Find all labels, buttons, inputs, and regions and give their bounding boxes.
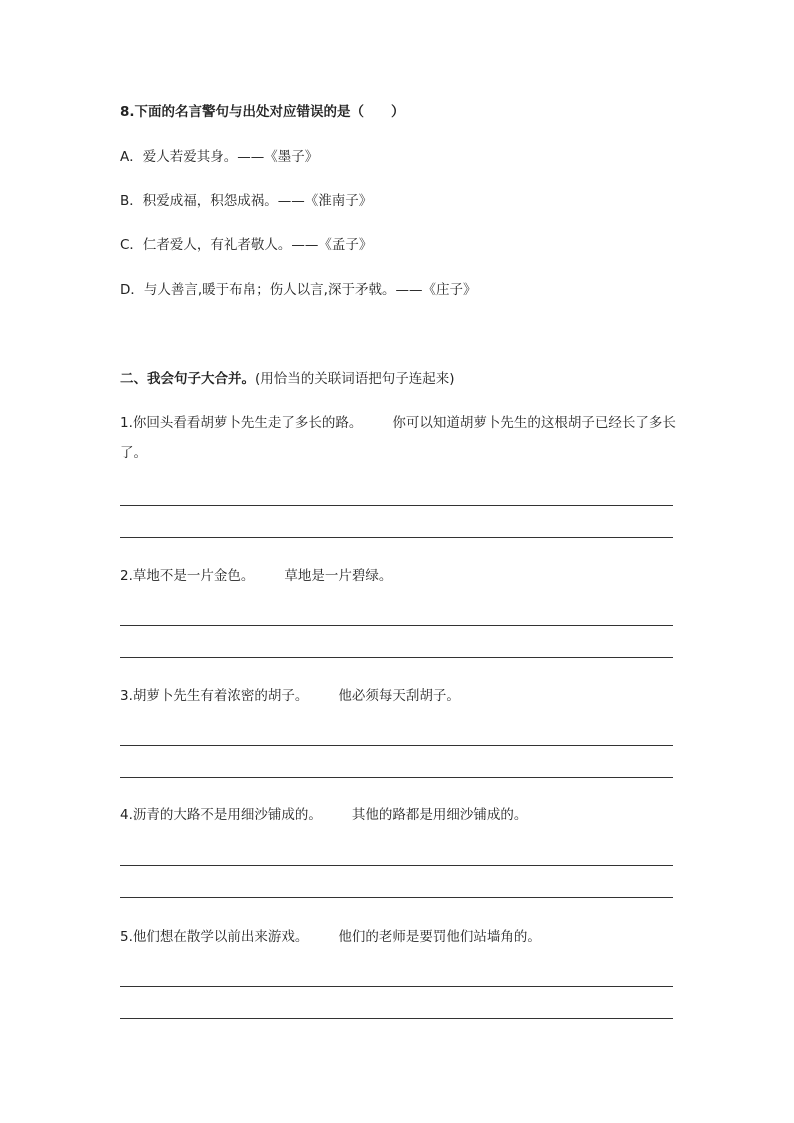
sentence-1a: 1.你回头看看胡萝卜先生走了多长的路。: [120, 415, 363, 431]
section-2-title: 二、我会句子大合并。: [120, 371, 255, 387]
option-d: D．与人善言,暖于布帛；伤人以言,深于矛戟。——《庄子》: [120, 282, 477, 298]
answer-line[interactable]: [120, 625, 673, 626]
sentence-3b: 他必须每天刮胡子。: [338, 688, 460, 704]
answer-line[interactable]: [120, 777, 673, 778]
section-2-instruction: (用恰当的关联词语把句子连起来): [255, 371, 455, 387]
answer-line[interactable]: [120, 657, 673, 658]
sentence-2b: 草地是一片碧绿。: [284, 568, 393, 584]
answer-line[interactable]: [120, 865, 673, 866]
sentence-item-5: [120, 927, 541, 947]
sentence-item-3: [120, 686, 460, 706]
answer-line[interactable]: [120, 897, 673, 898]
answer-line[interactable]: [120, 1018, 673, 1019]
sentence-3a: 3.胡萝卜先生有着浓密的胡子。: [120, 688, 309, 704]
question-8-title: 8.下面的名言警句与出处对应错误的是（ ）: [120, 104, 405, 120]
option-b: B．积爱成福，积怨成祸。——《淮南子》: [120, 193, 373, 209]
option-c: C．仁者爱人，有礼者敬人。——《孟子》: [120, 237, 373, 253]
sentence-1b: 你可以知道胡萝卜先生的这根胡子已经长了多长了。: [120, 415, 676, 461]
section-2-heading: [120, 369, 455, 389]
answer-line[interactable]: [120, 537, 673, 538]
sentence-item-2: [120, 566, 392, 586]
sentence-4b: 其他的路都是用细沙铺成的。: [351, 807, 528, 823]
option-a: A．爱人若爱其身。——《墨子》: [120, 149, 319, 165]
sentence-item-4: [120, 805, 527, 825]
answer-line[interactable]: [120, 986, 673, 987]
answer-line[interactable]: [120, 745, 673, 746]
answer-line[interactable]: [120, 505, 673, 506]
sentence-5a: 5.他们想在散学以前出来游戏。: [120, 929, 309, 945]
sentence-2a: 2.草地不是一片金色。: [120, 568, 255, 584]
sentence-5b: 他们的老师是要罚他们站墙角的。: [338, 929, 541, 945]
sentence-4a: 4.沥青的大路不是用细沙铺成的。: [120, 807, 322, 823]
sentence-item-1: [120, 408, 680, 468]
